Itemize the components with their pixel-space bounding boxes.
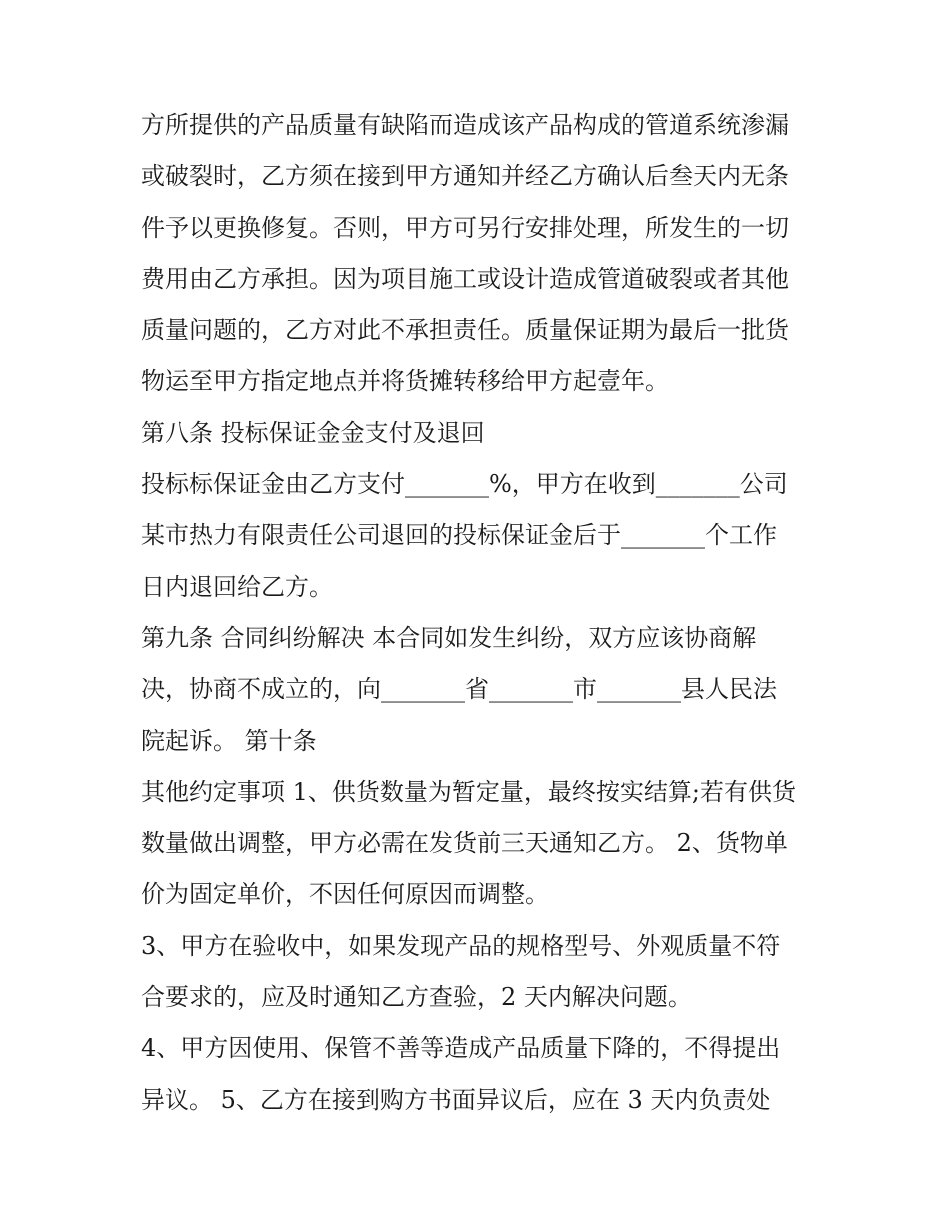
text-line-12: 决，协商不成立的，向_______省_______市_______县人民法 bbox=[141, 675, 777, 704]
text-line-15: 数量做出调整，甲方必需在发货前三天通知乙方。 2、货物单 bbox=[141, 829, 788, 858]
text-line-3: 件予以更换修复。否则，甲方可另行安排处理，所发生的一切 bbox=[141, 213, 789, 242]
text-line-17: 3、甲方在验收中，如果发现产品的规格型号、外观质量不符 bbox=[141, 931, 781, 960]
text-line-1: 方所提供的产品质量有缺陷而造成该产品构成的管道系统渗漏 bbox=[141, 111, 789, 139]
text-line-9: 某市热力有限责任公司退回的投标保证金后于_______个工作 bbox=[141, 521, 777, 550]
text-line-20: 异议。 5、乙方在接到购方书面异议后，应在 3 天内负责处 bbox=[141, 1085, 771, 1114]
text-line-19: 4、甲方因使用、保管不善等造成产品质量下降的，不得提出 bbox=[141, 1034, 781, 1063]
text-line-8: 投标标保证金由乙方支付_______%，甲方在收到_______公司 bbox=[141, 470, 788, 499]
text-line-6: 物运至甲方指定地点并将货摊转移给甲方起壹年。 bbox=[141, 367, 669, 396]
text-line-5: 质量问题的，乙方对此不承担责任。质量保证期为最后一批货 bbox=[141, 316, 789, 345]
text-line-10: 日内退回给乙方。 bbox=[141, 572, 333, 601]
text-line-4: 费用由乙方承担。因为项目施工或设计造成管道破裂或者其他 bbox=[141, 264, 789, 293]
article-8-heading: 第八条 投标保证金金支付及退回 bbox=[141, 418, 485, 447]
text-line-14: 其他约定事项 1、供货数量为暂定量，最终按实结算;若有供货 bbox=[141, 777, 796, 806]
text-line-2: 或破裂时，乙方须在接到甲方通知并经乙方确认后叁天内无条 bbox=[141, 162, 789, 191]
contract-text bbox=[141, 100, 831, 1126]
text-line-16: 价为固定单价，不因任何原因而调整。 bbox=[141, 880, 549, 909]
text-line-18: 合要求的，应及时通知乙方查验，2 天内解决问题。 bbox=[141, 983, 692, 1012]
text-line-13: 院起诉。 第十条 bbox=[141, 726, 317, 755]
article-9-heading: 第九条 合同纠纷解决 本合同如发生纠纷，双方应该协商解 bbox=[141, 623, 757, 652]
